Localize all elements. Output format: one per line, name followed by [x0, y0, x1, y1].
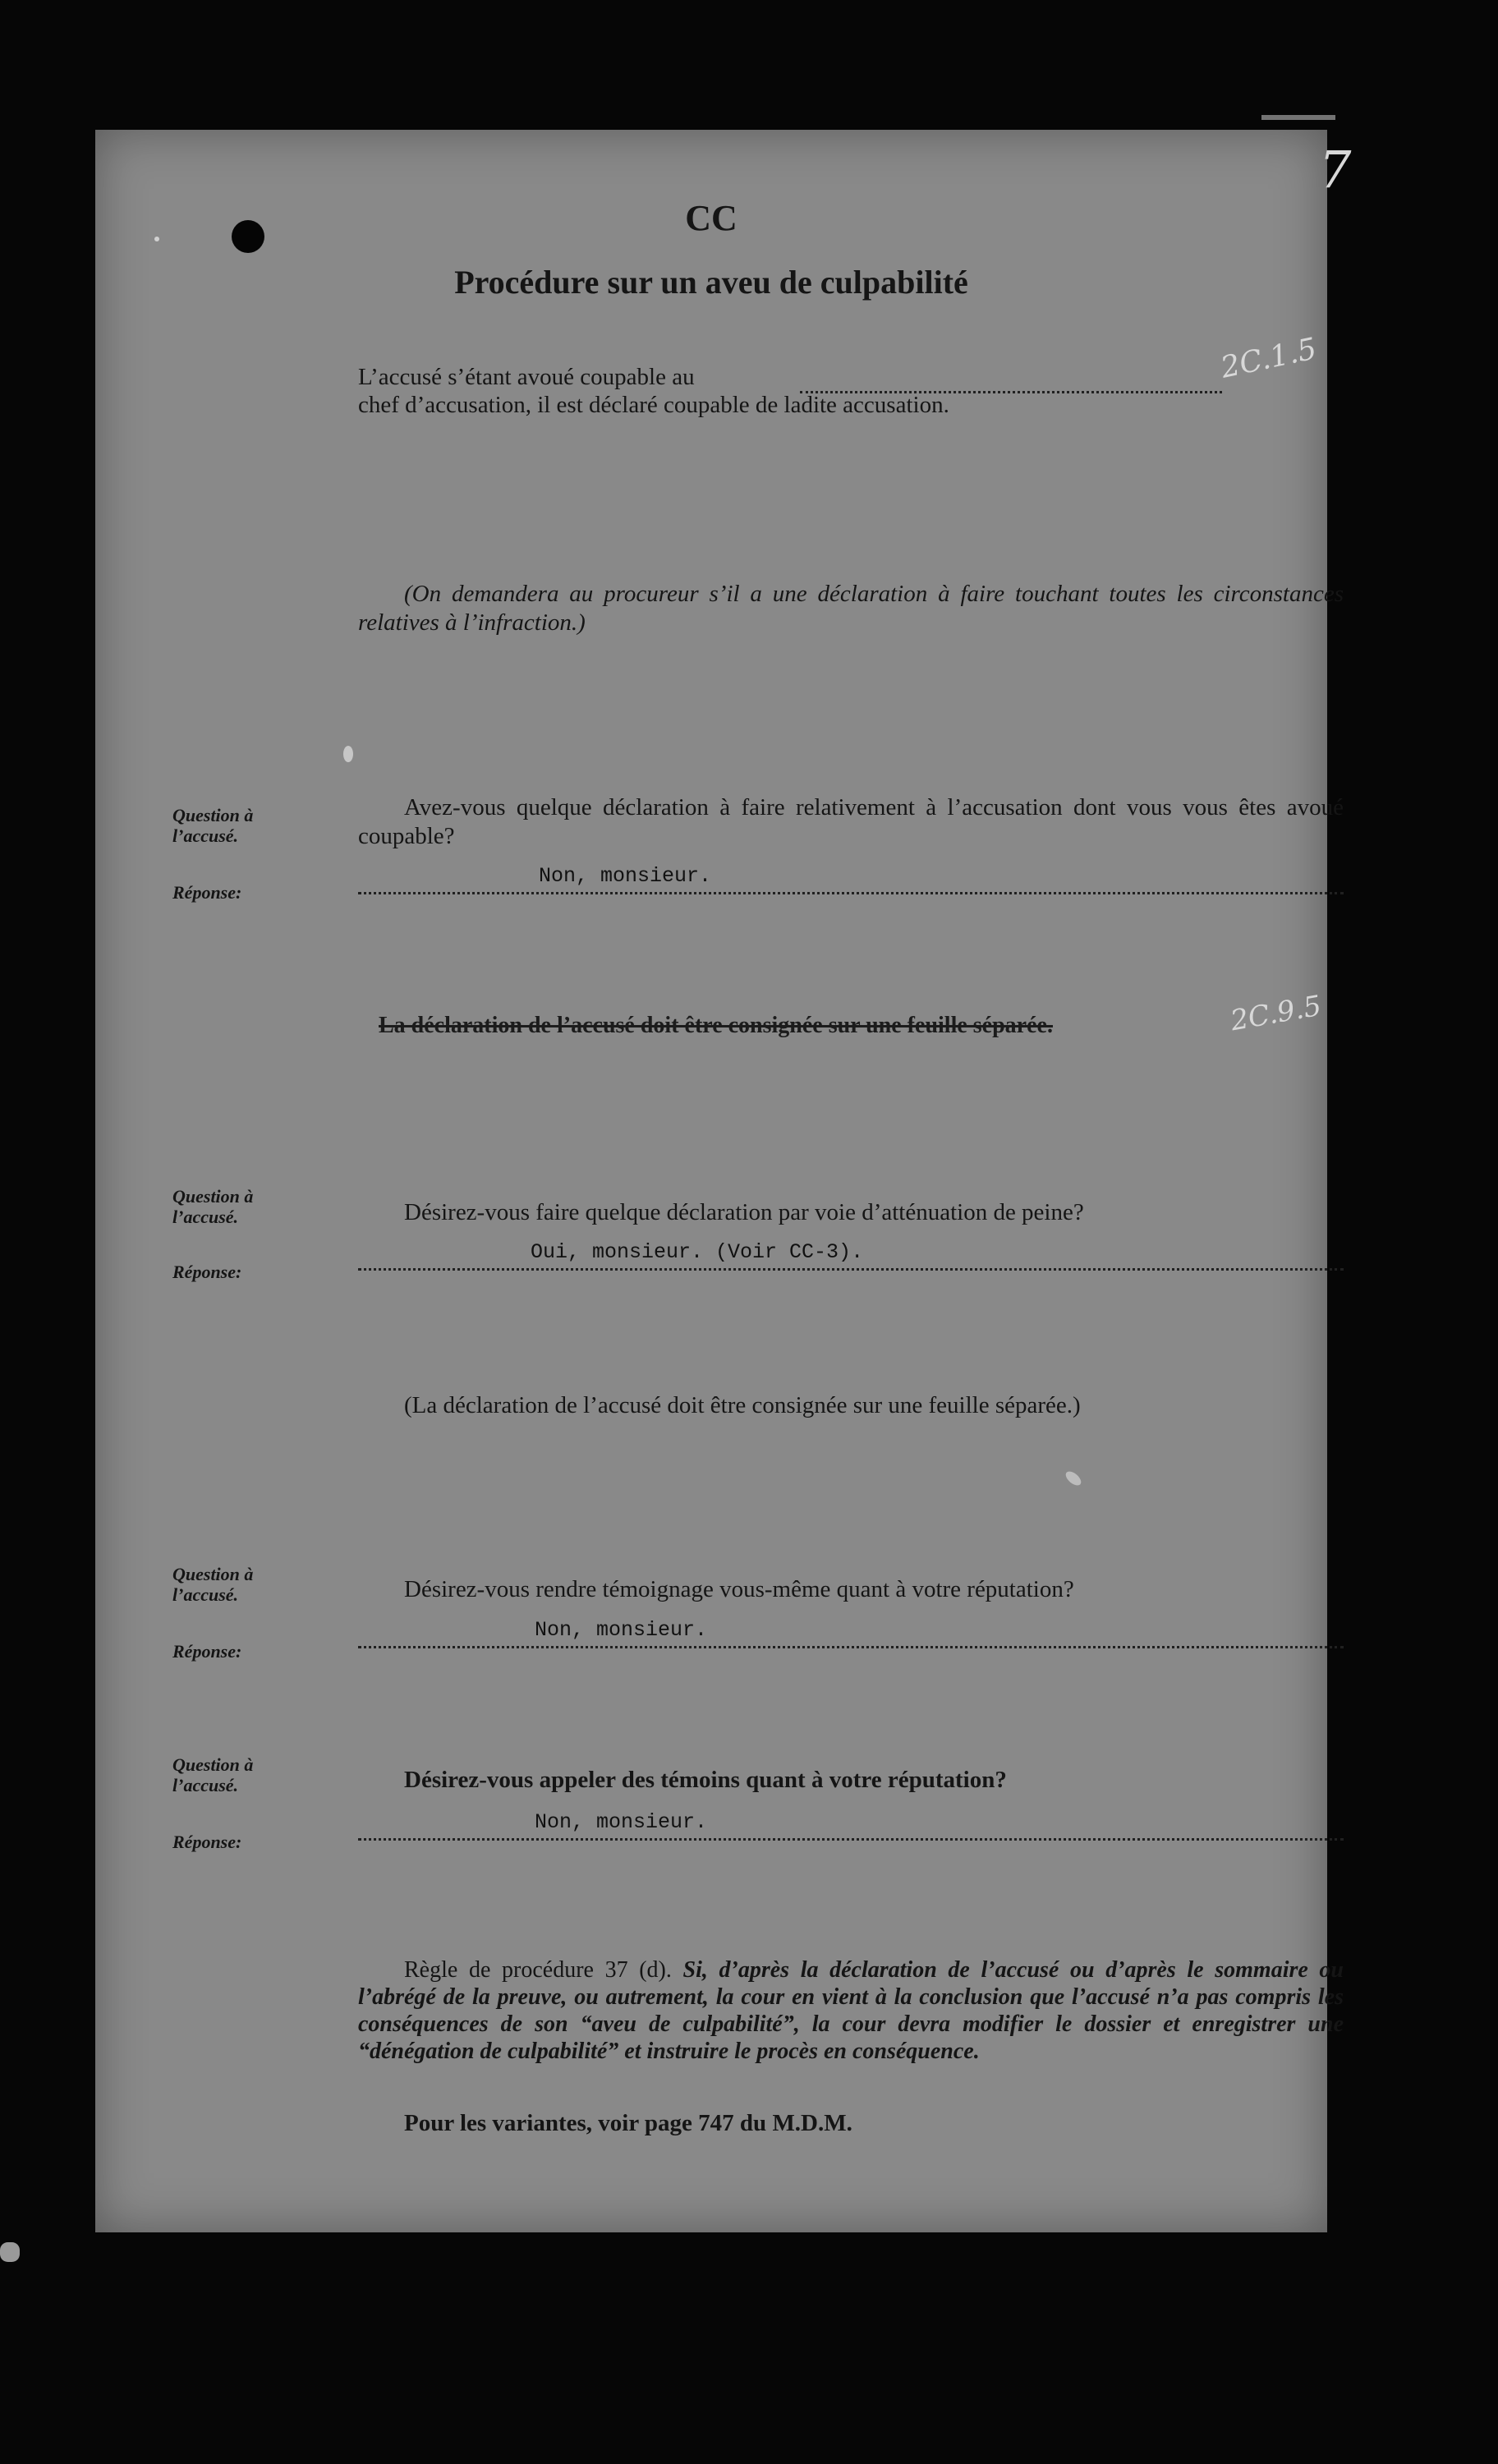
question-label: Question à l’accusé.: [172, 1754, 254, 1795]
answer-2: Oui, monsieur. (Voir CC-3).: [531, 1240, 864, 1264]
rule-text: Si, d’après la déclaration de l’accusé ou d’après le sommaire ou l’abrégé de la preuve, ou autrement, la cour en vient à la conclusion que l’accusé n’a pas compris les conséquences de son “aveu de culpabilité”, la cour devra modifier le dossier et enregistrer une “dénégation de culpabilité” et instruire le procès en conséquence.: [358, 1957, 1344, 2064]
question-1-text: Avez-vous quelque déclaration à faire relativement à l’accusation dont vous vous êtes avoué coupable?: [358, 794, 1344, 849]
answer-4-line: [358, 1809, 1344, 1841]
form-code: CC: [685, 198, 738, 238]
answer-1: Non, monsieur.: [539, 864, 712, 888]
charge-blank: [800, 361, 1222, 393]
rule-prefix: Règle de procédure 37 (d).: [404, 1957, 672, 1983]
prosecutor-instruction: (On demandera au procureur s’il a une déclaration à faire touchant toutes les circonstances relatives à l’infraction.): [358, 581, 1344, 636]
response-label: Réponse:: [172, 882, 242, 903]
question-2-text: Désirez-vous faire quelque déclaration par voie d’atténuation de peine?: [404, 1199, 1084, 1225]
form-sheet: [95, 130, 1352, 2232]
question-4-text: Désirez-vous appeler des témoins quant à votre réputation?: [404, 1767, 1007, 1793]
page-title: Procédure sur un aveu de culpabilité: [454, 264, 968, 301]
hole-punch: [232, 220, 264, 253]
answer-2-line: [358, 1239, 1344, 1271]
dust-speck: [154, 237, 159, 241]
procedure-rule: [358, 1956, 1344, 2065]
handwritten-charge: 2C.1.5: [1218, 332, 1320, 385]
response-label: Réponse:: [172, 1641, 242, 1662]
film-edge-mark: [1261, 115, 1335, 120]
struck-instruction: La déclaration de l’accusé doit être consignée sur une feuille séparée.: [379, 1013, 1053, 1038]
separate-sheet-instruction: (La déclaration de l’accusé doit être consignée sur une feuille séparée.): [404, 1392, 1081, 1418]
variants-note: Pour les variantes, voir page 747 du M.D.M.: [404, 2110, 852, 2136]
question-label: Question à l’accusé.: [172, 805, 254, 846]
plea-line-2: chef d’accusation, il est déclaré coupable de ladite accusation.: [358, 392, 949, 418]
question-label: Question à l’accusé.: [172, 1564, 254, 1605]
response-label: Réponse:: [172, 1832, 242, 1852]
film-speck: [0, 2242, 20, 2262]
question-label: Question à l’accusé.: [172, 1186, 254, 1227]
dust-speck: [343, 746, 353, 762]
response-label: Réponse:: [172, 1262, 242, 1282]
answer-3: Non, monsieur.: [535, 1618, 708, 1642]
answer-1-line: [358, 862, 1344, 894]
dust-speck: [1064, 1469, 1084, 1487]
question-3-text: Désirez-vous rendre témoignage vous-même quant à votre réputation?: [404, 1576, 1074, 1602]
plea-line-1-text: L’accusé s’étant avoué coupable au: [358, 364, 695, 390]
answer-3-line: [358, 1616, 1344, 1648]
struck-annotation: 2C.9.5: [1228, 989, 1324, 1038]
answer-4: Non, monsieur.: [535, 1810, 708, 1834]
page-number: 7: [1319, 140, 1352, 200]
